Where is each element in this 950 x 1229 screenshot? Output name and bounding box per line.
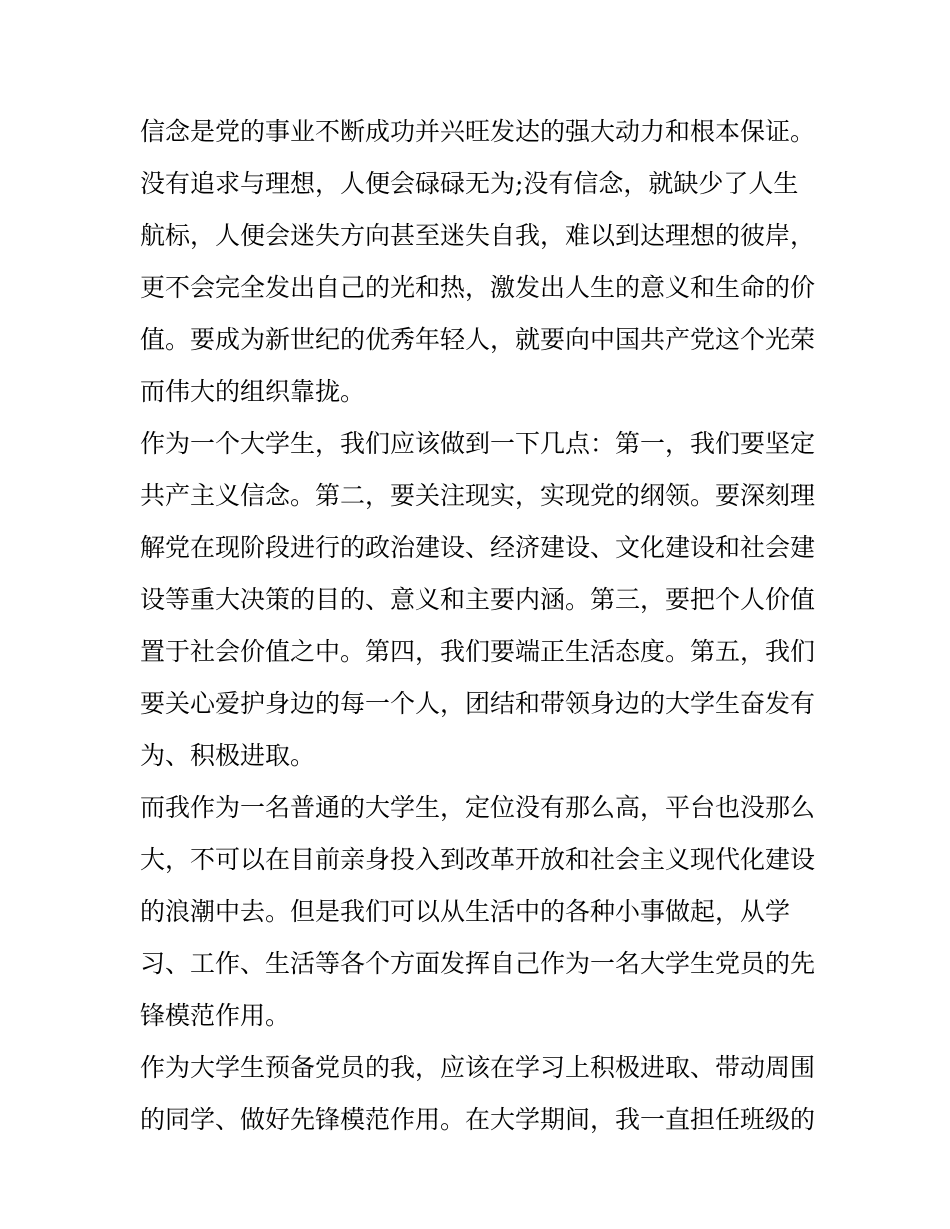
paragraph xyxy=(140,1042,820,1146)
text-line: 锋模范作用。 xyxy=(140,1001,291,1030)
text-line: 没有追求与理想，人便会碌碌无为;没有信念，就缺少了人生 xyxy=(140,169,799,198)
text-line: 解党在现阶段进行的政治建设、经济建设、文化建设和社会建 xyxy=(140,533,816,562)
text-line: 的浪潮中去。但是我们可以从生活中的各种小事做起，从学 xyxy=(140,897,791,926)
document-body xyxy=(140,106,820,1146)
paragraph xyxy=(140,106,820,418)
text-line: 航标，人便会迷失方向甚至迷失自我，难以到达理想的彼岸， xyxy=(140,221,816,250)
paragraph xyxy=(140,418,820,782)
text-line: 的同学、做好先锋模范作用。在大学期间，我一直担任班级的 xyxy=(140,1105,816,1134)
text-line: 为、积极进取。 xyxy=(140,741,316,770)
text-line: 作为大学生预备党员的我，应该在学习上积极进取、带动周围 xyxy=(140,1053,816,1082)
text-line: 作为一个大学生，我们应该做到一下几点：第一，我们要坚定 xyxy=(140,429,816,458)
text-line: 而我作为一名普通的大学生，定位没有那么高，平台也没那么 xyxy=(140,793,816,822)
text-line: 大，不可以在目前亲身投入到改革开放和社会主义现代化建设 xyxy=(140,845,816,874)
text-line: 信念是党的事业不断成功并兴旺发达的强大动力和根本保证。 xyxy=(140,117,816,146)
text-line: 而伟大的组织靠拢。 xyxy=(140,377,366,406)
text-line: 要关心爱护身边的每一个人，团结和带领身边的大学生奋发有 xyxy=(140,689,816,718)
text-line: 更不会完全发出自己的光和热，激发出人生的意义和生命的价 xyxy=(140,273,816,302)
text-line: 共产主义信念。第二，要关注现实，实现党的纲领。要深刻理 xyxy=(140,481,816,510)
text-line: 置于社会价值之中。第四，我们要端正生活态度。第五，我们 xyxy=(140,637,816,666)
text-line: 习、工作、生活等各个方面发挥自己作为一名大学生党员的先 xyxy=(140,949,816,978)
text-line: 设等重大决策的目的、意义和主要内涵。第三，要把个人价值 xyxy=(140,585,816,614)
text-line: 值。要成为新世纪的优秀年轻人，就要向中国共产党这个光荣 xyxy=(140,325,816,354)
paragraph xyxy=(140,782,820,1042)
